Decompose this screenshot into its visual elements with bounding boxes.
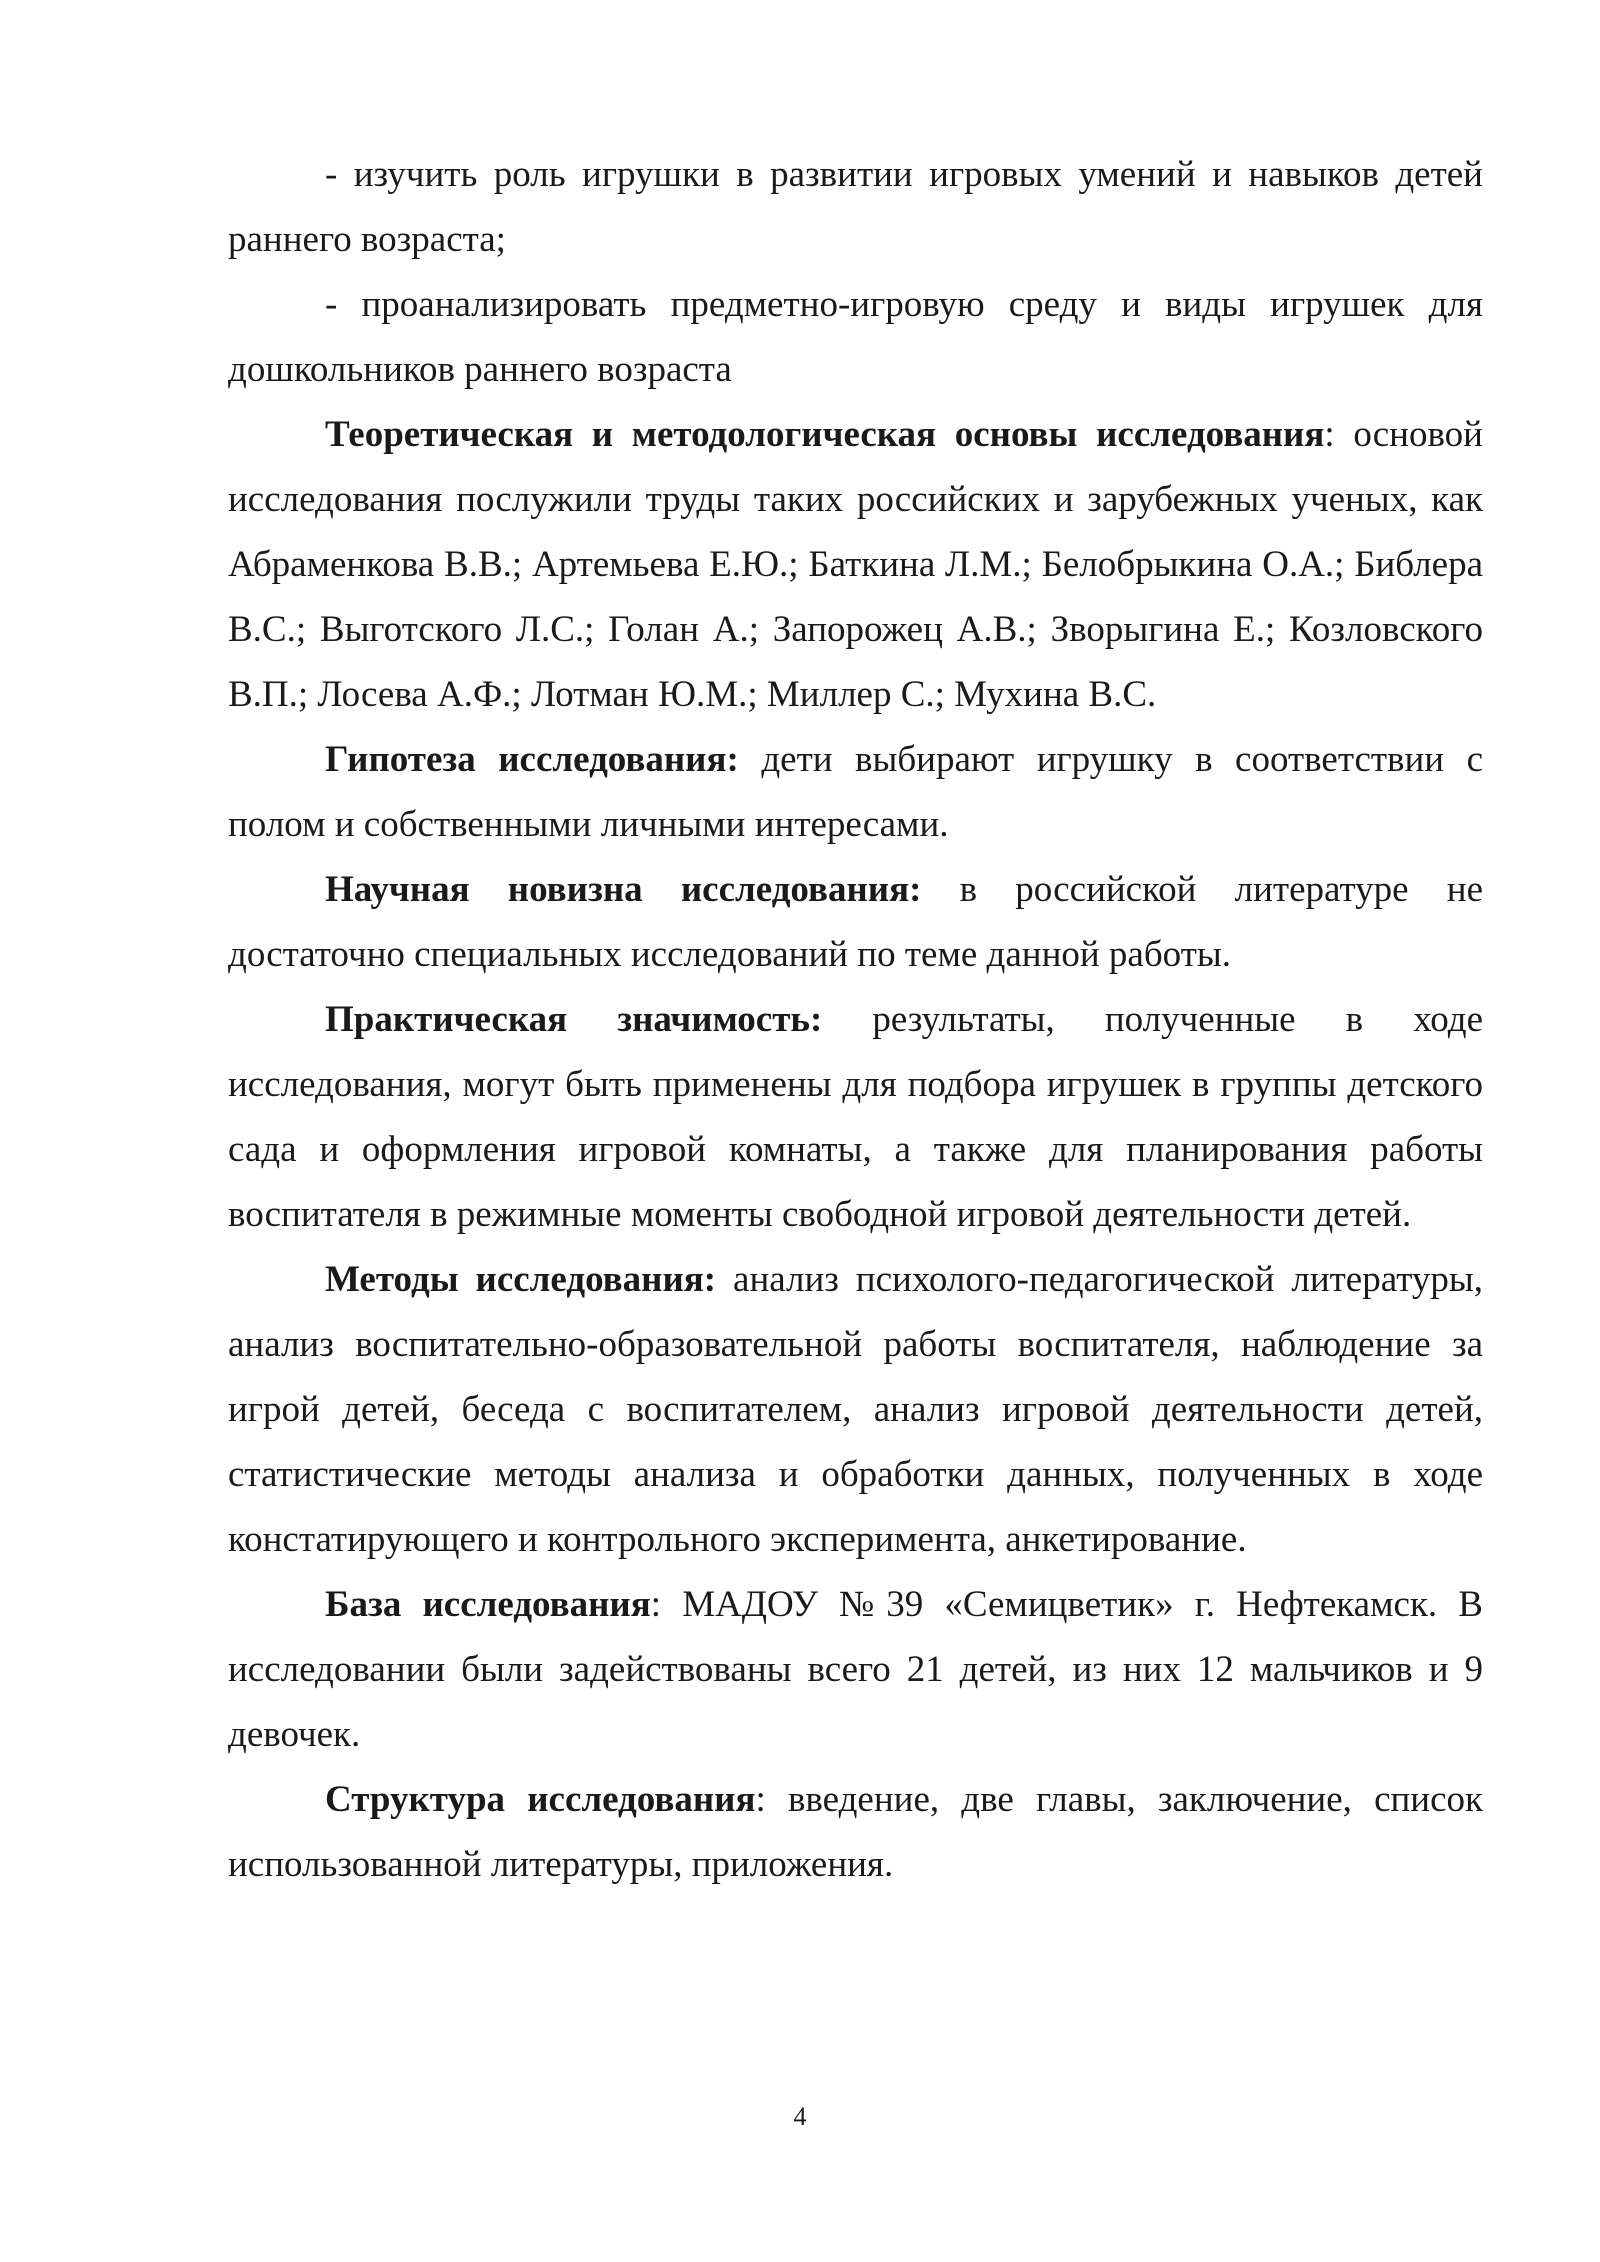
paragraph-research-methods [228,1247,1483,1572]
paragraph-text: результаты, полученные в ходе исследования, могут быть применены для подбора игрушек в группы детского сада и оформления игровой комнаты, а также для планирования работы воспитателя в режимные моменты свободной игровой деятельности детей. [228,999,1483,1235]
paragraph-task-toy-role [228,142,1483,272]
page-number: 4 [793,2102,807,2131]
paragraph-label: Гипотеза исследования: [325,739,739,780]
paragraph-text: : введение, две главы, заключение, список использованной литературы, приложения. [228,1779,1483,1885]
paragraph-text: : МАДОУ №39 «Семицветик» г. Нефтекамск. В исследовании были задействованы всего 21 детей, из них 12 мальчиков и 9 девочек. [228,1584,1483,1755]
paragraph-label: Теоретическая и методологическая основы исследования [325,414,1325,455]
paragraph-label: Методы исследования: [325,1259,717,1300]
paragraph-label: База исследования [325,1584,651,1625]
paragraph-research-base [228,1572,1483,1767]
paragraph-text: анализ психолого-педагогической литературы, анализ воспитательно-образовательной работы воспитателя, наблюдение за игрой детей, беседа с воспитателем, анализ игровой деятельности детей, статистические методы анализа и обработки данных, полученных в ходе констатирующего и контрольного эксперимента, анкетирование. [228,1259,1483,1560]
paragraph-task-play-environment [228,272,1483,402]
paragraph-theoretical-basis [228,402,1483,727]
paragraph-hypothesis [228,727,1483,857]
paragraph-text: - проанализировать предметно-игровую среду и виды игрушек для дошкольников раннего возраста [228,284,1483,390]
paragraph-label: Структура исследования [325,1779,756,1820]
paragraph-research-structure [228,1767,1483,1897]
paragraph-text: в российской литературе не достаточно специальных исследований по теме данной работы. [228,869,1483,975]
paragraph-practical-significance [228,987,1483,1247]
page-body [228,142,1483,1897]
paragraph-text: - изучить роль игрушки в развитии игровых умений и навыков детей раннего возраста; [228,154,1483,260]
paragraph-scientific-novelty [228,857,1483,987]
paragraph-text: : основой исследования послужили труды таких российских и зарубежных ученых, как Абраменкова В.В.; Артемьева Е.Ю.; Баткина Л.М.; Белобрыкина О.А.; Библера В.С.; Выготского Л.С.; Голан А.; Запорожец А.В.; Зворыгина Е.; Козловского В.П.; Лосева А.Ф.; Лотман Ю.М.; Миллер С.; Мухина В.С. [228,414,1483,715]
paragraph-text: дети выбирают игрушку в соответствии с полом и собственными личными интересами. [228,739,1484,845]
paragraph-label: Практическая значимость: [325,999,823,1040]
paragraph-label: Научная новизна исследования: [325,869,922,910]
